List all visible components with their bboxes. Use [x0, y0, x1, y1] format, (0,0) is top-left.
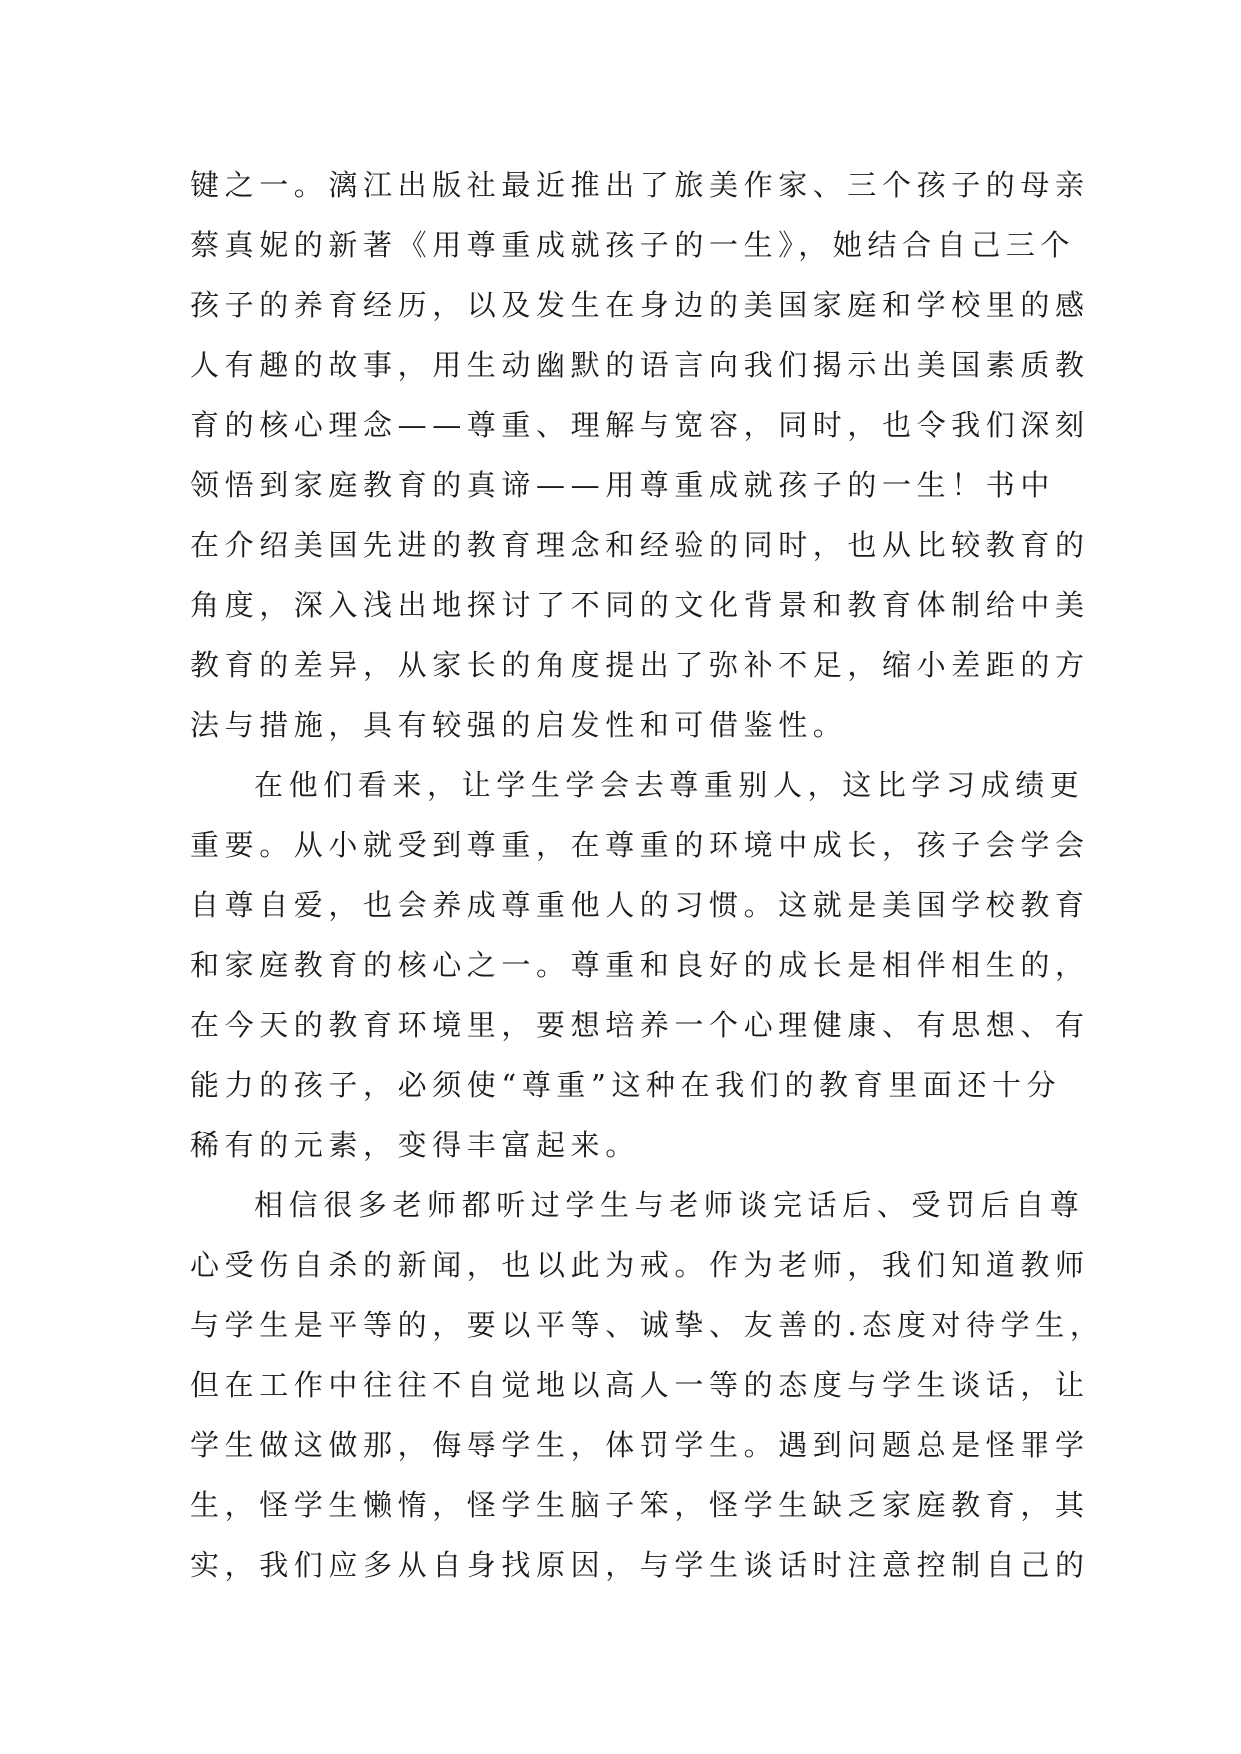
text-line: 人有趣的故事，用生动幽默的语言向我们揭示出美国素质教	[190, 348, 1090, 382]
text-line: 生，怪学生懒惰，怪学生脑子笨，怪学生缺乏家庭教育，其	[190, 1488, 1090, 1522]
text-line: 学生做这做那，侮辱学生，体罚学生。遇到问题总是怪罪学	[190, 1428, 1090, 1462]
text-line: 心受伤自杀的新闻，也以此为戒。作为老师，我们知道教师	[190, 1248, 1090, 1282]
text-line: 能力的孩子，必须使“尊重”这种在我们的教育里面还十分	[190, 1068, 1062, 1102]
text-line: 蔡真妮的新著《用尊重成就孩子的一生》，她结合自己三个	[190, 228, 1076, 262]
text-line: 自尊自爱，也会养成尊重他人的习惯。这就是美国学校教育	[190, 888, 1090, 922]
text-line: 在介绍美国先进的教育理念和经验的同时，也从比较教育的	[190, 528, 1090, 562]
text-line: 领悟到家庭教育的真谛——用尊重成就孩子的一生！书中	[190, 468, 1056, 502]
text-line: 键之一。漓江出版社最近推出了旅美作家、三个孩子的母亲	[190, 168, 1090, 202]
text-line: 育的核心理念——尊重、理解与宽容，同时，也令我们深刻	[190, 408, 1090, 442]
text-line: 孩子的养育经历，以及发生在身边的美国家庭和学校里的感	[190, 288, 1090, 322]
text-line: 重要。从小就受到尊重，在尊重的环境中成长，孩子会学会	[190, 828, 1090, 862]
text-line: 但在工作中往往不自觉地以高人一等的态度与学生谈话，让	[190, 1368, 1090, 1402]
text-line: 法与措施，具有较强的启发性和可借鉴性。	[190, 708, 848, 742]
text-line: 实，我们应多从自身找原因，与学生谈话时注意控制自己的	[190, 1548, 1090, 1582]
text-line: 与学生是平等的，要以平等、诚挚、友善的.态度对待学生，	[190, 1308, 1105, 1342]
paragraph-first-line: 相信很多老师都听过学生与老师谈完话后、受罚后自尊	[254, 1188, 1085, 1222]
text-line: 在今天的教育环境里，要想培养一个心理健康、有思想、有	[190, 1008, 1090, 1042]
paragraph-first-line: 在他们看来，让学生学会去尊重别人，这比学习成绩更	[254, 768, 1085, 802]
body-text	[190, 155, 1105, 1595]
text-line: 稀有的元素，变得丰富起来。	[190, 1128, 640, 1162]
text-line: 教育的差异，从家长的角度提出了弥补不足，缩小差距的方	[190, 648, 1090, 682]
text-line: 和家庭教育的核心之一。尊重和良好的成长是相伴相生的，	[190, 948, 1090, 982]
text-line: 角度，深入浅出地探讨了不同的文化背景和教育体制给中美	[190, 588, 1090, 622]
